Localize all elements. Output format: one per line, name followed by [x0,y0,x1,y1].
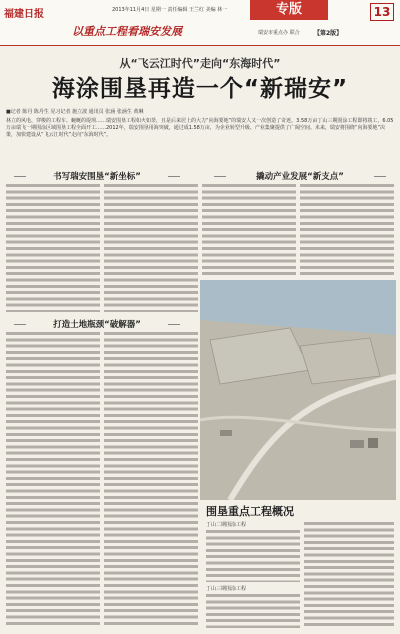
byline: ■记者 陈丹 陈丹生 见习记者 施立波 通讯员 张涵 张涵生 黄琳 [6,109,144,115]
box-text-1 [206,530,300,582]
body-column-3b [300,184,394,276]
article-title: 海涂围垦再造一个“新瑞安” [51,76,349,102]
dateline: 2013年11月4日 星期一 责任编辑 王兰红 美编 林一 [112,7,228,13]
page-number: 13 [370,3,394,21]
section-heading-2: 打造土地瓶颈“破解器” [30,318,164,330]
article-lead: 林立的风电、穿梭的工程车、蜿蜒的堤坝……瑞安围垦工程如火如荼，且是后来居上的大力“向海要地”的瑞安人又一次创造了奇迹。3.58万亩丁山三期围涂工程即将竣工，6.05万亩瑞飞一期围涂区域围垦工程全面开工……2012年，瑞安围垦用海突破，通过成1.58万亩，为企业转型升级、产业集聚提供了广阔空间。未来，瑞安将围绕“向海要地”决策，加快建设从“飞云江时代”走向“东海时代”。 [6,118,394,138]
masthead [0,0,400,46]
aerial-photo [200,280,396,500]
body-column-1b [104,184,198,312]
section-heading-3: 撬动产业发展“新支点” [230,170,370,182]
body-column-1a [6,184,100,312]
body-column-2a [6,332,100,628]
body-column-3a [202,184,296,276]
aerial-photo-graphic [200,280,396,500]
newspaper-logo: 福建日报 [4,9,44,20]
edition-label: 【第2版】 [314,30,343,37]
body-column-2b [104,332,198,628]
section-tab: 专版 [250,0,328,20]
box-title: 围垦重点工程概况 [206,505,294,518]
section-heading-1: 书写瑞安围垦“新坐标” [30,170,164,182]
editors-line: 瑞安市重点办 联合 [258,30,300,36]
box-text-2 [206,594,300,628]
box-item-1: 丁山二期围涂工程 [206,522,247,528]
article-subtitle: 从“飞云江时代”走向“东海时代” [119,57,281,70]
box-item-2: 丁山三期围涂工程 [206,586,247,592]
series-title: 以重点工程看瑞安发展 [72,25,182,38]
box-text-3 [304,522,394,628]
